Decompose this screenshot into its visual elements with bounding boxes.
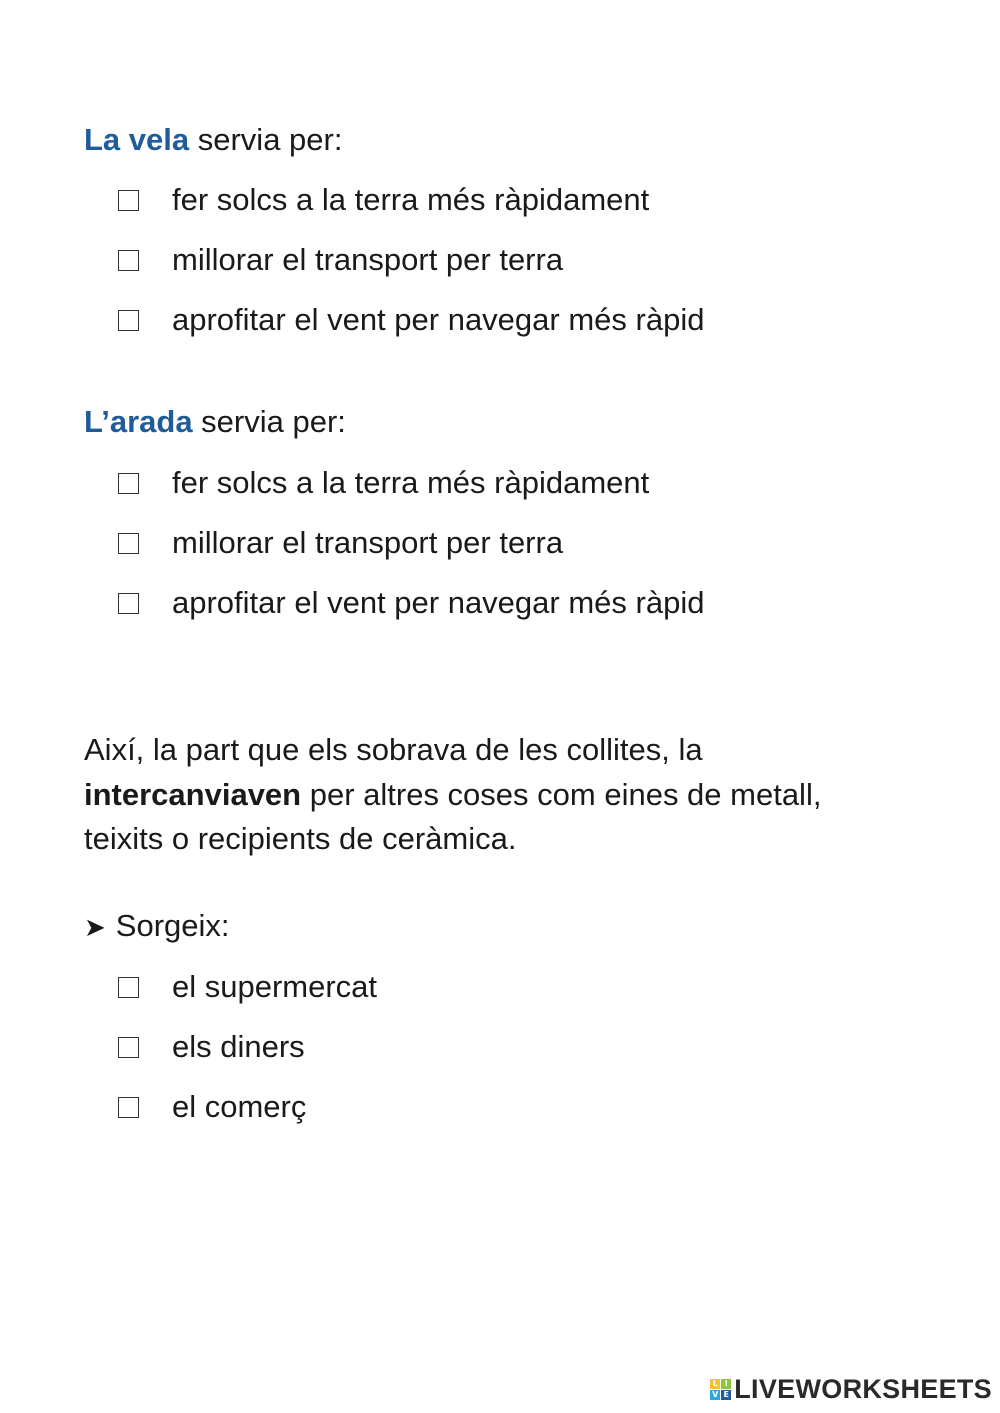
logo-letter: V xyxy=(712,1390,719,1399)
option-label: millorar el transport per terra xyxy=(172,525,564,560)
question-2-rest: servia per: xyxy=(192,404,346,439)
checkbox[interactable] xyxy=(118,1037,139,1058)
option-label: aprofitar el vent per navegar més ràpid xyxy=(172,302,705,337)
question-1-option-2[interactable] xyxy=(118,240,563,280)
question-1-rest: servia per: xyxy=(189,122,343,157)
logo-letter: L xyxy=(710,1379,720,1389)
explanation-paragraph xyxy=(84,728,844,862)
question-1-title xyxy=(84,122,342,158)
logo-letter: I xyxy=(721,1379,731,1389)
question-3-option-1[interactable] xyxy=(118,967,377,1007)
option-label: fer solcs a la terra més ràpidament xyxy=(172,182,650,217)
checkbox[interactable] xyxy=(118,473,139,494)
arrow-icon: ➤ xyxy=(84,913,106,943)
paragraph-text-2: per altres coses com eines de metall, teixits o recipients de ceràmica. xyxy=(84,776,822,856)
question-3-label: Sorgeix: xyxy=(115,908,230,943)
option-label: fer solcs a la terra més ràpidament xyxy=(172,465,650,500)
paragraph-bold-word: intercanviaven xyxy=(84,776,302,812)
logo-grid-icon xyxy=(710,1379,731,1400)
option-label: el supermercat xyxy=(172,969,378,1004)
checkbox[interactable] xyxy=(118,533,139,554)
question-3-option-3[interactable] xyxy=(118,1087,306,1127)
question-3-title xyxy=(84,906,230,948)
question-2-option-2[interactable] xyxy=(118,523,563,563)
paragraph-text-1: Així, la part que els sobrava de les collites, la xyxy=(84,732,703,767)
option-label: el comerç xyxy=(172,1089,307,1124)
option-label: millorar el transport per terra xyxy=(172,242,564,277)
question-2-option-3[interactable] xyxy=(118,583,704,623)
checkbox[interactable] xyxy=(118,190,139,211)
option-label: els diners xyxy=(172,1029,305,1064)
logo-text: LIVEWORKSHEETS xyxy=(734,1374,992,1404)
question-1-keyword: La vela xyxy=(84,122,190,157)
question-2-title xyxy=(84,404,346,440)
checkbox[interactable] xyxy=(118,310,139,331)
question-1-option-1[interactable] xyxy=(118,180,649,220)
question-2-option-1[interactable] xyxy=(118,463,649,503)
option-label: aprofitar el vent per navegar més ràpid xyxy=(172,585,705,620)
question-3-option-2[interactable] xyxy=(118,1027,305,1067)
checkbox[interactable] xyxy=(118,250,139,271)
logo-letter: E xyxy=(721,1390,731,1400)
checkbox[interactable] xyxy=(118,593,139,614)
checkbox[interactable] xyxy=(118,977,139,998)
question-2-keyword: L’arada xyxy=(84,404,193,439)
liveworksheets-logo xyxy=(710,1374,992,1405)
checkbox[interactable] xyxy=(118,1097,139,1118)
question-1-option-3[interactable] xyxy=(118,300,704,340)
